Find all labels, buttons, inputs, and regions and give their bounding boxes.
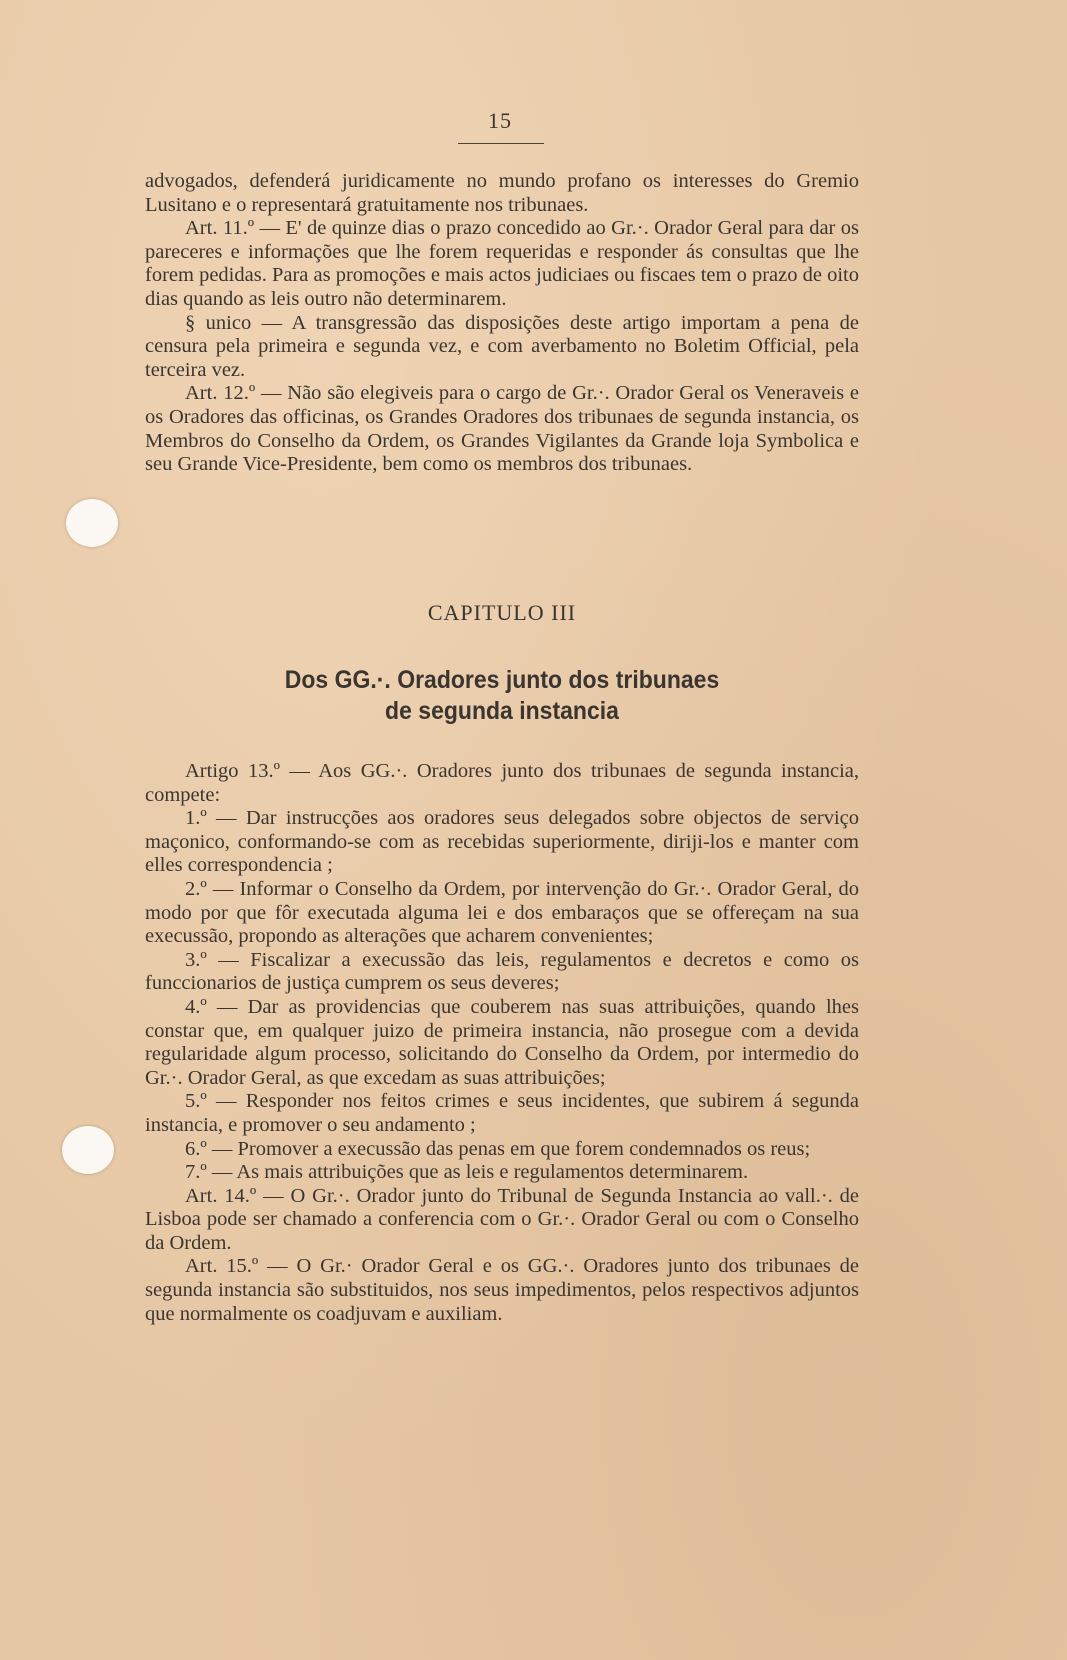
paragraph-art-11: Art. 11.º — E' de quinze dias o prazo concedido ao Gr.·. Orador Geral para dar os pareceres e informações que lhe forem requeridas e responder ás consultas que lhe forem pedidas. Para as promoções e mais actos judiciaes ou fiscaes tem o prazo de oito dias quando as leis outro não determinarem. [145,217,859,310]
paragraph-art-13: Artigo 13.º — Aos GG.·. Oradores junto dos tribunaes de segunda instancia, compete: [145,760,859,806]
list-item-6: 6.º — Promover a execussão das penas em que forem condemnados os reus; [185,1137,811,1160]
chapter-heading-line-1: Dos GG.·. Oradores junto dos tribunaes [284,666,720,694]
page-number-rule [458,143,544,144]
paragraph-art-11-unico: § unico — A transgressão das disposições deste artigo importam a pena de censura pela primeira e segunda vez, e com averbamento no Boletim Official, pela terceira vez. [145,311,859,381]
paragraph-art-14: Art. 14.º — O Gr.·. Orador junto do Tribunal de Segunda Instancia ao vall.·. de Lisboa pode ser chamado a conferencia com o Gr.·. Orador Geral ou com o Conselho da Ordem. [145,1184,859,1254]
punch-hole [66,499,118,547]
page-number: 15 [488,108,512,133]
list-item-1: 1.º — Dar instrucções aos oradores seus delegados sobre objectos de serviço maçonico, conformando-se com as recebidas superiormente, diriji-los e manter com elles correspondencia ; [145,807,859,877]
section-chapter-2-end [145,170,859,477]
punch-hole [62,1126,114,1174]
list-item-5: 5.º — Responder nos feitos crimes e seus incidentes, que subirem á segunda instancia, e promover o seu andamento ; [145,1090,859,1136]
chapter-heading [174,665,831,727]
list-item-7: 7.º — As mais attribuições que as leis e regulamentos determinarem. [185,1161,749,1184]
list-item-3: 3.º — Fiscalizar a execussão das leis, regulamentos e decretos e como os funccionarios de justiça cumprem os seus deveres; [145,948,859,995]
list-item-4: 4.º — Dar as providencias que couberem nas suas attribuições, quando lhes constar que, em qualquer juizo de primeira instancia, não prosegue com a devida regularidade algum processo, solicitando do Conselho da Ordem, por intermedio do Gr.·. Orador Geral, as que excedam as suas attribuições; [145,995,859,1089]
paragraph: advogados, defenderá juridicamente no mundo profano os interesses do Gremio Lusitano e o representará gratuitamente nos tribunaes. [145,170,859,216]
chapter-title: CAPITULO III [427,600,577,625]
section-chapter-3 [145,760,859,1326]
list-item-2: 2.º — Informar o Conselho da Ordem, por intervenção do Gr.·. Orador Geral, do modo por que fôr executada alguma lei e dos embaraços que se offereçam na sua execussão, propondo as alterações que acharem convenientes; [145,877,859,948]
paragraph-art-15: Art. 15.º — O Gr.· Orador Geral e os GG.·. Oradores junto dos tribunaes de segunda instancia são substituidos, nos seus impedimentos, pelos respectivos adjuntos que normalmente os coadjuvam e auxiliam. [145,1255,859,1325]
paragraph-art-12: Art. 12.º — Não são elegiveis para o cargo de Gr.·. Orador Geral os Veneraveis e os Oradores das officinas, os Grandes Oradores dos tribunaes de segunda instancia, os Membros do Conselho da Ordem, os Grandes Vigilantes da Grande loja Symbolica e seu Grande Vice-Presidente, bem como os membros dos tribunaes. [145,382,859,476]
chapter-heading-line-2: de segunda instancia [385,697,619,725]
